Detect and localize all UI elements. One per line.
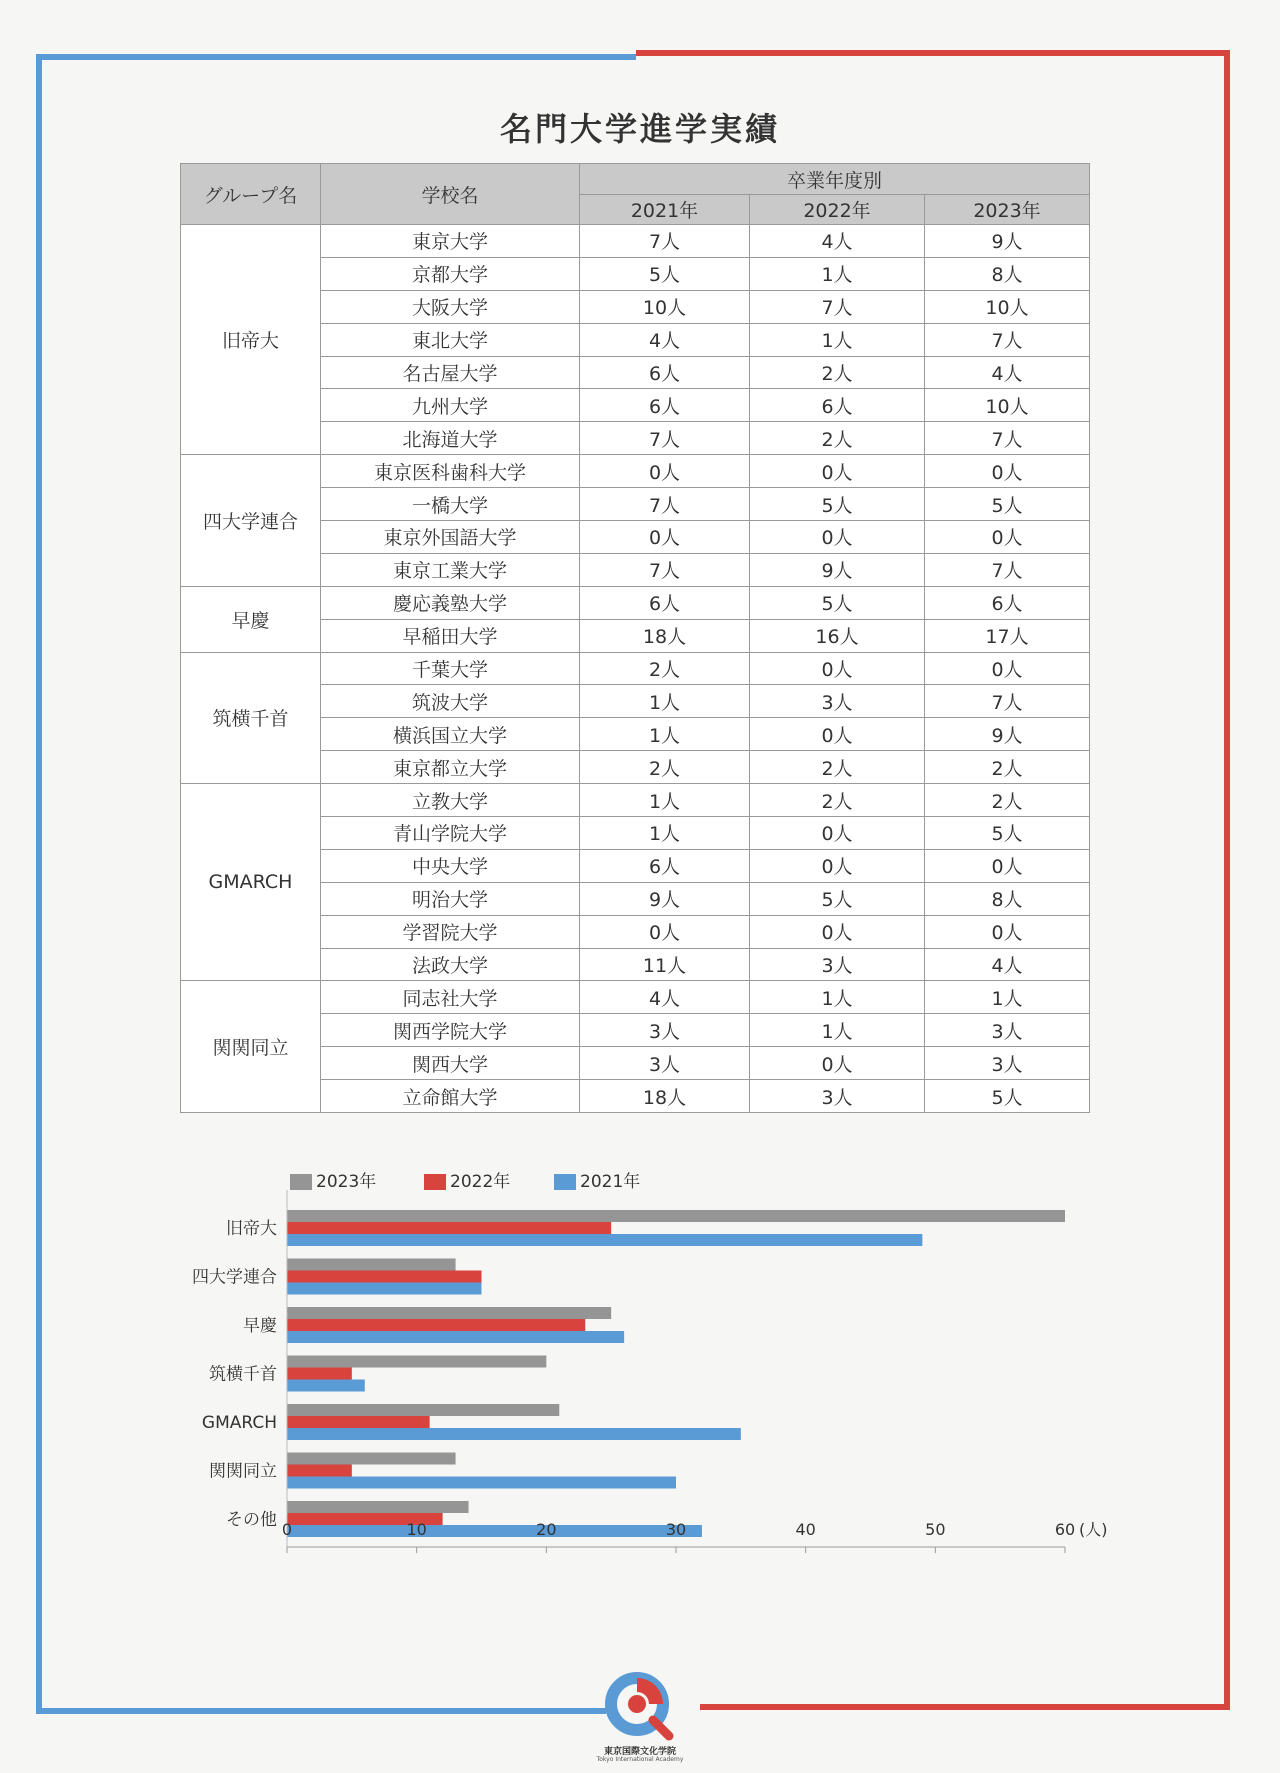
table-body bbox=[181, 225, 1090, 1113]
count-cell: 6人 bbox=[750, 389, 925, 422]
category-label: 旧帝大 bbox=[226, 1219, 277, 1239]
group-name-cell: GMARCH bbox=[181, 784, 321, 981]
table-row bbox=[181, 225, 1090, 258]
count-cell: 9人 bbox=[925, 225, 1090, 258]
bar bbox=[287, 1465, 352, 1477]
count-cell: 0人 bbox=[750, 718, 925, 751]
count-cell: 4人 bbox=[580, 323, 750, 356]
count-cell: 0人 bbox=[750, 455, 925, 488]
school-name-cell: 早稲田大学 bbox=[321, 619, 580, 652]
count-cell: 2人 bbox=[580, 751, 750, 784]
count-cell: 4人 bbox=[750, 225, 925, 258]
count-cell: 11人 bbox=[580, 948, 750, 981]
count-cell: 0人 bbox=[750, 1047, 925, 1080]
results-table bbox=[180, 163, 1090, 1113]
frame-bottom-red bbox=[700, 1704, 1230, 1710]
school-name-cell: 東北大学 bbox=[321, 323, 580, 356]
header-year-2023: 2023年 bbox=[925, 195, 1090, 225]
count-cell: 5人 bbox=[925, 817, 1090, 850]
count-cell: 7人 bbox=[580, 225, 750, 258]
bar bbox=[287, 1477, 676, 1489]
school-name-cell: 法政大学 bbox=[321, 948, 580, 981]
count-cell: 9人 bbox=[925, 718, 1090, 751]
x-tick-label: 40 bbox=[795, 1520, 816, 1539]
logo-name-en: Tokyo International Academy bbox=[596, 1756, 684, 1763]
count-cell: 0人 bbox=[580, 521, 750, 554]
count-cell: 6人 bbox=[925, 586, 1090, 619]
count-cell: 16人 bbox=[750, 619, 925, 652]
bar bbox=[287, 1222, 611, 1234]
count-cell: 9人 bbox=[750, 553, 925, 586]
count-cell: 0人 bbox=[580, 915, 750, 948]
count-cell: 1人 bbox=[580, 784, 750, 817]
group-name-cell: 関関同立 bbox=[181, 981, 321, 1113]
count-cell: 2人 bbox=[750, 751, 925, 784]
school-name-cell: 同志社大学 bbox=[321, 981, 580, 1014]
school-name-cell: 東京工業大学 bbox=[321, 553, 580, 586]
category-label: 早慶 bbox=[243, 1316, 277, 1336]
x-tick-label: 10 bbox=[406, 1520, 427, 1539]
count-cell: 7人 bbox=[750, 290, 925, 323]
count-cell: 18人 bbox=[580, 619, 750, 652]
table-row bbox=[181, 784, 1090, 817]
school-name-cell: 北海道大学 bbox=[321, 422, 580, 455]
count-cell: 1人 bbox=[750, 1014, 925, 1047]
school-name-cell: 東京医科歯科大学 bbox=[321, 455, 580, 488]
count-cell: 4人 bbox=[925, 356, 1090, 389]
header-school: 学校名 bbox=[321, 164, 580, 225]
count-cell: 1人 bbox=[925, 981, 1090, 1014]
academy-logo-icon bbox=[597, 1666, 677, 1756]
count-cell: 7人 bbox=[925, 685, 1090, 718]
school-name-cell: 千葉大学 bbox=[321, 652, 580, 685]
category-label: 関関同立 bbox=[209, 1461, 277, 1482]
logo-red-tail bbox=[653, 1720, 669, 1736]
count-cell: 8人 bbox=[925, 882, 1090, 915]
header-years-span: 卒業年度別 bbox=[580, 164, 1090, 195]
count-cell: 0人 bbox=[925, 849, 1090, 882]
school-name-cell: 名古屋大学 bbox=[321, 356, 580, 389]
group-name-cell: 旧帝大 bbox=[181, 225, 321, 455]
x-tick-label: 60 bbox=[1054, 1520, 1076, 1539]
count-cell: 6人 bbox=[580, 849, 750, 882]
count-cell: 10人 bbox=[925, 290, 1090, 323]
count-cell: 7人 bbox=[580, 422, 750, 455]
bar-chart bbox=[0, 1190, 1280, 1590]
count-cell: 6人 bbox=[580, 389, 750, 422]
legend-label-2023: 2023年 bbox=[316, 1172, 377, 1192]
header-year-2021: 2021年 bbox=[580, 195, 750, 225]
bar bbox=[287, 1368, 352, 1380]
school-name-cell: 筑波大学 bbox=[321, 685, 580, 718]
school-name-cell: 東京外国語大学 bbox=[321, 521, 580, 554]
group-name-cell: 早慶 bbox=[181, 586, 321, 652]
count-cell: 5人 bbox=[925, 1080, 1090, 1113]
legend-swatch-2021 bbox=[554, 1174, 576, 1190]
count-cell: 1人 bbox=[750, 323, 925, 356]
count-cell: 6人 bbox=[580, 356, 750, 389]
count-cell: 0人 bbox=[580, 455, 750, 488]
legend-swatch-2023 bbox=[290, 1174, 312, 1190]
school-name-cell: 明治大学 bbox=[321, 882, 580, 915]
frame-top-red bbox=[636, 50, 1230, 56]
count-cell: 5人 bbox=[750, 488, 925, 521]
category-label: 筑横千首 bbox=[209, 1364, 277, 1385]
count-cell: 5人 bbox=[925, 488, 1090, 521]
count-cell: 3人 bbox=[925, 1014, 1090, 1047]
count-cell: 7人 bbox=[580, 488, 750, 521]
school-name-cell: 学習院大学 bbox=[321, 915, 580, 948]
page-title: 名門大学進学実績 bbox=[499, 110, 780, 148]
table-row bbox=[181, 981, 1090, 1014]
school-name-cell: 一橋大学 bbox=[321, 488, 580, 521]
count-cell: 5人 bbox=[750, 882, 925, 915]
school-name-cell: 中央大学 bbox=[321, 849, 580, 882]
count-cell: 0人 bbox=[750, 521, 925, 554]
count-cell: 7人 bbox=[580, 553, 750, 586]
school-name-cell: 関西大学 bbox=[321, 1047, 580, 1080]
bar bbox=[287, 1271, 482, 1283]
count-cell: 2人 bbox=[750, 784, 925, 817]
group-name-cell: 四大学連合 bbox=[181, 455, 321, 587]
count-cell: 1人 bbox=[580, 817, 750, 850]
count-cell: 10人 bbox=[580, 290, 750, 323]
count-cell: 17人 bbox=[925, 619, 1090, 652]
bar bbox=[287, 1380, 365, 1392]
count-cell: 0人 bbox=[925, 915, 1090, 948]
count-cell: 2人 bbox=[925, 784, 1090, 817]
table-row bbox=[181, 455, 1090, 488]
school-name-cell: 青山学院大学 bbox=[321, 817, 580, 850]
count-cell: 0人 bbox=[925, 652, 1090, 685]
bar bbox=[287, 1356, 546, 1368]
table-row bbox=[181, 652, 1090, 685]
count-cell: 0人 bbox=[925, 521, 1090, 554]
count-cell: 3人 bbox=[925, 1047, 1090, 1080]
count-cell: 1人 bbox=[750, 981, 925, 1014]
school-name-cell: 横浜国立大学 bbox=[321, 718, 580, 751]
count-cell: 7人 bbox=[925, 553, 1090, 586]
count-cell: 3人 bbox=[580, 1047, 750, 1080]
count-cell: 1人 bbox=[580, 685, 750, 718]
school-name-cell: 大阪大学 bbox=[321, 290, 580, 323]
bar bbox=[287, 1331, 624, 1343]
count-cell: 7人 bbox=[925, 323, 1090, 356]
count-cell: 9人 bbox=[580, 882, 750, 915]
count-cell: 3人 bbox=[750, 1080, 925, 1113]
count-cell: 0人 bbox=[750, 817, 925, 850]
x-tick-label: 50 bbox=[925, 1520, 946, 1539]
count-cell: 5人 bbox=[750, 586, 925, 619]
bar bbox=[287, 1428, 741, 1440]
header-year-2022: 2022年 bbox=[750, 195, 925, 225]
x-axis-unit: (人) bbox=[1079, 1520, 1108, 1539]
school-name-cell: 立教大学 bbox=[321, 784, 580, 817]
group-name-cell: 筑横千首 bbox=[181, 652, 321, 784]
category-label: 四大学連合 bbox=[192, 1267, 277, 1288]
count-cell: 4人 bbox=[925, 948, 1090, 981]
count-cell: 1人 bbox=[750, 257, 925, 290]
bar bbox=[287, 1416, 430, 1428]
x-tick-label: 0 bbox=[281, 1520, 293, 1539]
count-cell: 2人 bbox=[750, 422, 925, 455]
school-name-cell: 立命館大学 bbox=[321, 1080, 580, 1113]
school-name-cell: 慶応義塾大学 bbox=[321, 586, 580, 619]
legend-label-2021: 2021年 bbox=[580, 1172, 641, 1192]
category-label: その他 bbox=[226, 1510, 277, 1530]
count-cell: 0人 bbox=[750, 652, 925, 685]
bar bbox=[287, 1525, 702, 1537]
bar bbox=[287, 1210, 1065, 1222]
legend-swatch-2022 bbox=[424, 1174, 446, 1190]
count-cell: 8人 bbox=[925, 257, 1090, 290]
school-name-cell: 関西学院大学 bbox=[321, 1014, 580, 1047]
frame-bottom-blue bbox=[36, 1708, 606, 1714]
bar bbox=[287, 1307, 611, 1319]
count-cell: 2人 bbox=[925, 751, 1090, 784]
school-name-cell: 東京都立大学 bbox=[321, 751, 580, 784]
count-cell: 4人 bbox=[580, 981, 750, 1014]
count-cell: 10人 bbox=[925, 389, 1090, 422]
category-label: GMARCH bbox=[201, 1413, 277, 1433]
bar bbox=[287, 1404, 559, 1416]
bar bbox=[287, 1259, 456, 1271]
count-cell: 0人 bbox=[750, 849, 925, 882]
bar bbox=[287, 1501, 469, 1513]
x-tick-label: 30 bbox=[665, 1520, 687, 1539]
count-cell: 3人 bbox=[750, 948, 925, 981]
bar bbox=[287, 1453, 456, 1465]
count-cell: 0人 bbox=[750, 915, 925, 948]
count-cell: 3人 bbox=[580, 1014, 750, 1047]
x-tick-label: 20 bbox=[536, 1520, 557, 1539]
count-cell: 2人 bbox=[750, 356, 925, 389]
table-row bbox=[181, 586, 1090, 619]
bar bbox=[287, 1234, 922, 1246]
bar bbox=[287, 1319, 585, 1331]
count-cell: 5人 bbox=[580, 257, 750, 290]
count-cell: 2人 bbox=[580, 652, 750, 685]
logo-name-ja: 東京国際文化学院 bbox=[603, 1747, 676, 1757]
count-cell: 1人 bbox=[580, 718, 750, 751]
count-cell: 3人 bbox=[750, 685, 925, 718]
school-name-cell: 九州大学 bbox=[321, 389, 580, 422]
frame-top-blue bbox=[36, 54, 636, 60]
count-cell: 18人 bbox=[580, 1080, 750, 1113]
legend-label-2022: 2022年 bbox=[450, 1172, 511, 1192]
header-group: グループ名 bbox=[181, 164, 321, 225]
school-name-cell: 東京大学 bbox=[321, 225, 580, 258]
count-cell: 0人 bbox=[925, 455, 1090, 488]
count-cell: 7人 bbox=[925, 422, 1090, 455]
logo-red-dot bbox=[628, 1695, 646, 1713]
school-name-cell: 京都大学 bbox=[321, 257, 580, 290]
count-cell: 6人 bbox=[580, 586, 750, 619]
bar bbox=[287, 1283, 482, 1295]
